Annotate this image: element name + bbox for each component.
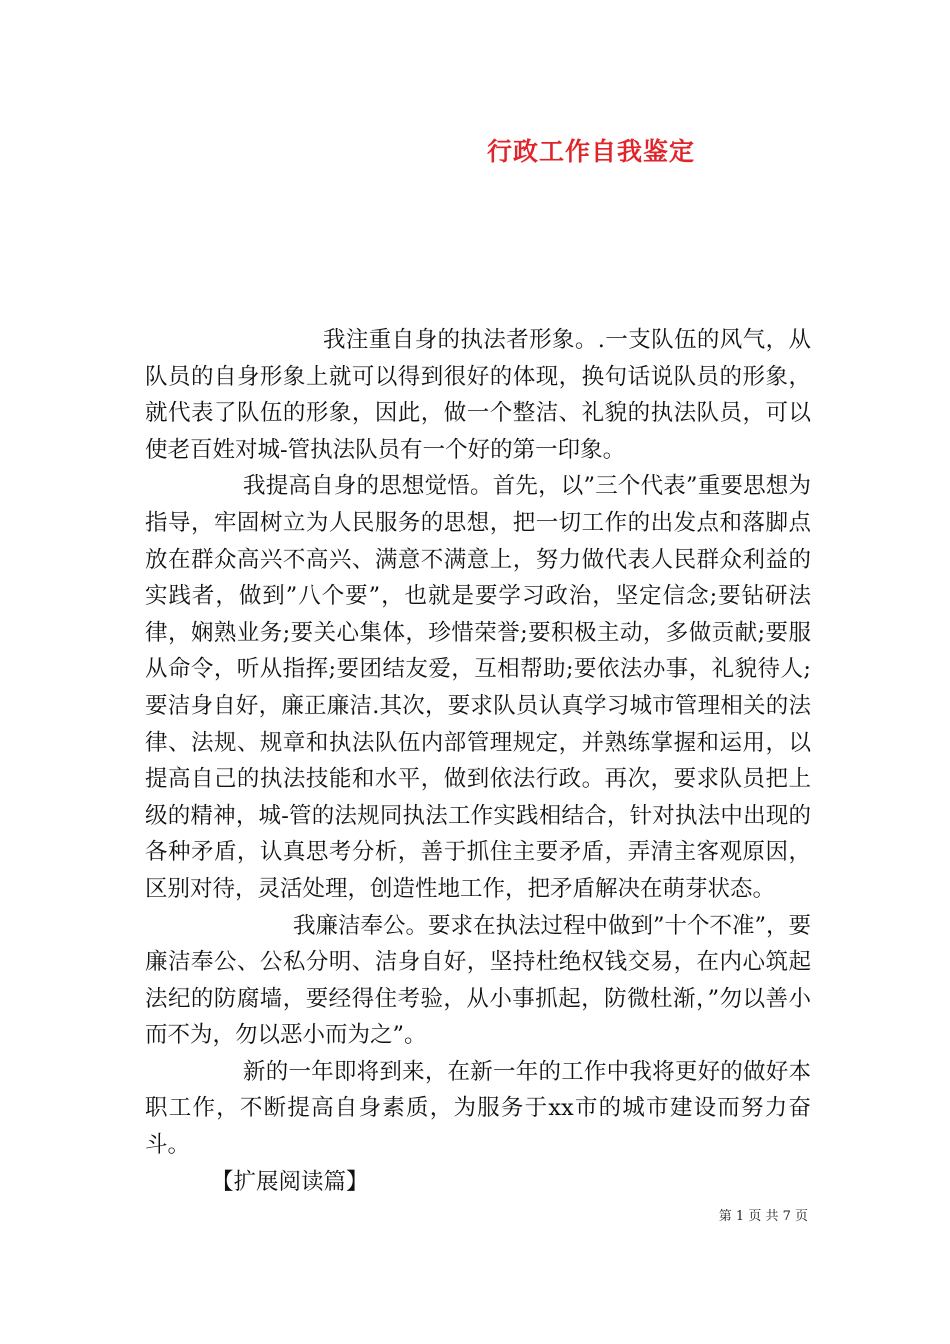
paragraph-thought: 我提高自身的思想觉悟。首先，以”三个代表”重要思想为指导，牢固树立为人民服务的思想，把一切工作的出发点和落脚点放在群众高兴不高兴、满意不满意上，努力做代表人民群众利益的实践者，做到”八个要”，也就是要学习政治，坚定信念;要钻研法律，娴熟业务;要关心集体，珍惜荣誉;要积极主动，多做贡献;要服从命令，听从指挥;要团结友爱，互相帮助;要依法办事，礼貌待人;要洁身自好，廉正廉洁.其次，要求队员认真学习城市管理相关的法律、法规、规章和执法队伍内部管理规定，并熟练掌握和运用，以提高自己的执法技能和水平，做到依法行政。再次，要求队员把上级的精神，城-管的法规同执法工作实践相结合，针对执法中出现的各种矛盾，认真思考分析，善于抓住主要矛盾，弄清主客观原因，区别对待，灵活处理，创造性地工作，把矛盾解决在萌芽状态。 [145, 473, 811, 902]
document-title: 行政工作自我鉴定 [487, 137, 696, 166]
paragraph-integrity: 我廉洁奉公。要求在执法过程中做到”十个不准”，要廉洁奉公、公私分明、洁身自好，坚持杜绝权钱交易，在内心筑起法纪的防腐墙，要经得住考验，从小事抓起，防微杜渐，”勿以善小而不为，勿以恶小而为之”。 [145, 912, 812, 1049]
paragraph-new-year: 新的一年即将到来，在新一年的工作中我将更好的做好本职工作，不断提高自身素质，为服务于xx市的城市建设而努力奋斗。 [145, 1058, 811, 1159]
paragraph-image: 我注重自身的执法者形象。.一支队伍的风气，从队员的自身形象上就可以得到很好的体现，换句话说队员的形象，就代表了队伍的形象，因此，做一个整洁、礼貌的执法队员，可以使老百姓对城-管执法队员有一个好的第一印象。 [145, 327, 811, 463]
page-number: 第 1 页 共 7 页 [718, 1209, 808, 1224]
document-body [145, 322, 811, 1200]
paragraph-extended-reading: 【扩展阅读篇】 [211, 1168, 369, 1195]
